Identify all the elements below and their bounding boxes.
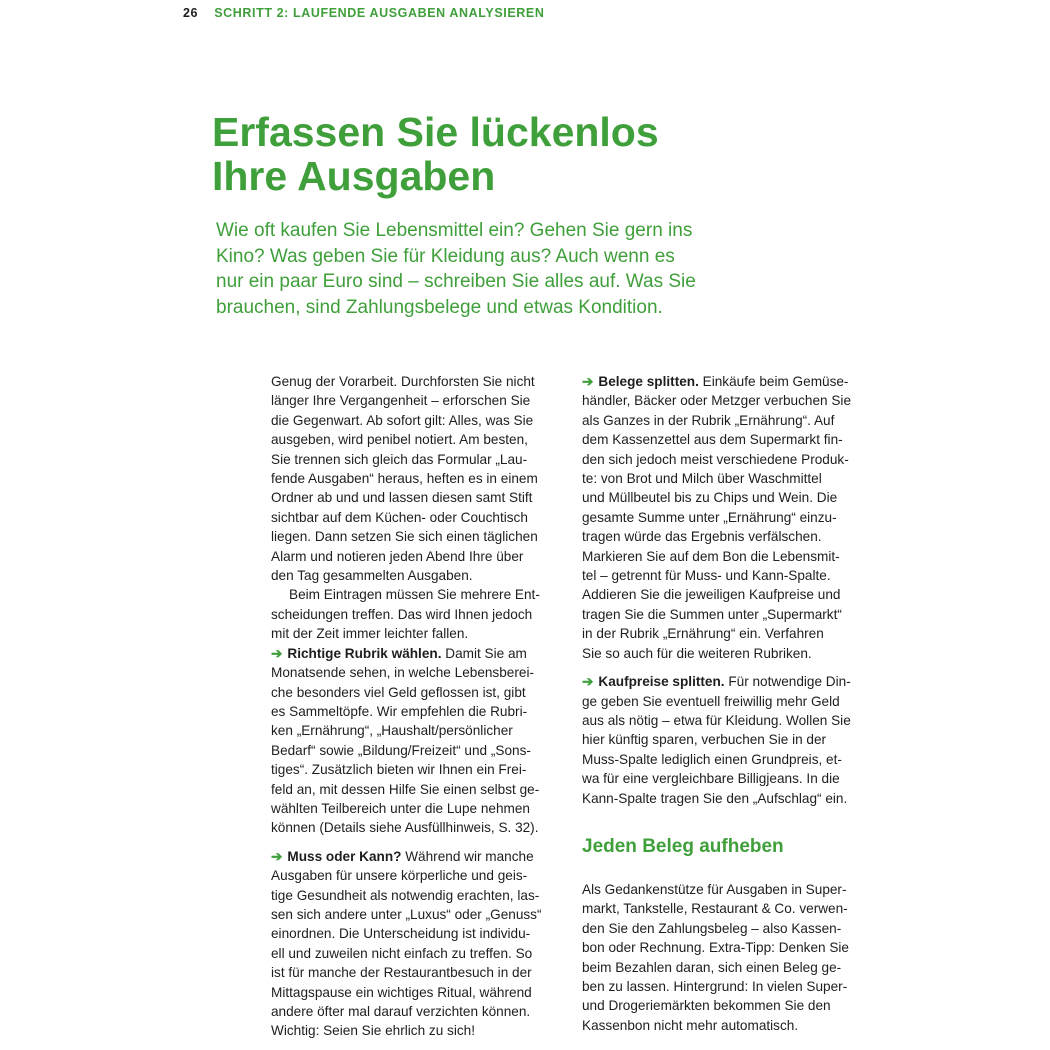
text-line: hier künftig sparen, verbuchen Sie in der: [582, 732, 827, 748]
text-line: feld an, mit dessen Hilfe Sie einen selbst ge-: [271, 781, 540, 797]
text-line: den sich jedoch meist verschiedene Produk-: [582, 451, 849, 467]
text-line: Addieren Sie die jeweiligen Kaufpreise und: [582, 587, 841, 603]
closing-paragraph: [582, 880, 882, 1035]
text-line: wählten Teilbereich unter die Lupe nehmen: [271, 800, 530, 816]
text-line: te: von Brot und Milch über Waschmittel: [582, 471, 822, 487]
text-line: Ordner ab und und lassen diesen samt Stift: [271, 490, 533, 506]
text-line: Monatsende sehen, in welche Lebensberei-: [271, 665, 534, 681]
text-line: händler, Bäcker oder Metzger verbuchen Sie: [582, 393, 852, 409]
text-line: dem Kassenzettel aus dem Supermarkt fin-: [582, 432, 843, 448]
text-line: Als Gedankenstütze für Ausgaben in Super-: [582, 881, 847, 897]
text-line: tiges“. Zusätzlich bieten wir Ihnen ein Frei-: [271, 762, 527, 778]
arrow-right-icon: ➔: [271, 645, 283, 661]
arrow-right-icon: ➔: [582, 674, 594, 690]
text-line: ge geben Sie eventuell freiwillig mehr Geld: [582, 693, 840, 709]
bullet-text: Damit Sie am: [445, 645, 527, 661]
bullet-first-line: [582, 672, 882, 691]
text-line: gesamte Summe unter „Ernährung“ einzu-: [582, 509, 837, 525]
arrow-right-icon: ➔: [582, 374, 594, 389]
text-line: liegen. Dann setzen Sie sich einen täglichen: [271, 529, 538, 545]
running-header: [183, 6, 544, 20]
text-line: und Müllbeutel bis zu Chips und Wein. Die: [582, 490, 838, 506]
text-line: mit der Zeit immer leichter fallen.: [271, 626, 469, 642]
lead-line: brauchen, sind Zahlungsbelege und etwas Kondition.: [216, 296, 663, 318]
text-line: Kann-Spalte tragen Sie den „Aufschlag“ ein.: [582, 790, 848, 806]
page-title: [212, 110, 659, 198]
text-line: sen sich andere unter „Luxus“ oder „Genuss“: [271, 906, 542, 922]
text-line: wa für eine vergleichbare Billigjeans. In die: [582, 771, 840, 787]
text-line: Kassenbon nicht mehr automatisch.: [582, 1017, 799, 1033]
text-line: Genug der Vorarbeit. Durchforsten Sie nicht: [271, 374, 535, 389]
bullet-heading: Richtige Rubrik wählen.: [287, 645, 442, 661]
lead-line: Wie oft kaufen Sie Lebensmittel ein? Gehen Sie gern ins: [216, 220, 693, 241]
text-line: länger Ihre Vergangenheit – erforschen Sie: [271, 393, 531, 409]
text-line: che besonders viel Geld geflossen ist, gibt: [271, 684, 526, 700]
bullet-kaufpreise-splitten: [582, 672, 882, 808]
text-line: in der Rubrik „Ernährung“ ein. Verfahren: [582, 626, 824, 642]
right-column: [582, 372, 882, 1035]
bullet-first-line: [582, 372, 882, 391]
text-line: können (Details siehe Ausfüllhinweis, S. 32).: [271, 820, 539, 836]
bullet-text: Während wir manche: [405, 848, 534, 864]
text-line: sichtbar auf dem Küchen- oder Couchtisch: [271, 509, 528, 525]
text-line: ist für manche der Restaurantbesuch in der: [271, 965, 532, 981]
title-line: Erfassen Sie lückenlos: [212, 109, 659, 155]
bullet-heading: Kaufpreise splitten.: [598, 674, 725, 690]
text-line: als Ganzes in der Rubrik „Ernährung“. Auf: [582, 412, 835, 428]
text-line: beim Bezahlen daran, sich einen Beleg ge-: [582, 959, 842, 975]
bullet-text: Für notwendige Din-: [728, 674, 851, 690]
text-line: den Sie den Zahlungsbeleg – also Kassen-: [582, 920, 842, 936]
bullet-heading: Belege splitten.: [598, 374, 699, 389]
text-line: es Sammeltöpfe. Wir empfehlen die Rubri-: [271, 703, 528, 719]
text-line: tel – getrennt für Muss- und Kann-Spalte.: [582, 568, 831, 584]
text-line: Beim Eintragen müssen Sie mehrere Ent-: [289, 587, 540, 603]
bullet-text: Einkäufe beim Gemüse-: [702, 374, 849, 389]
text-line: ken „Ernährung“, „Haushalt/persönlicher: [271, 723, 513, 739]
bullet-first-line: [271, 847, 566, 866]
text-line: Markieren Sie auf dem Bon die Lebensmit-: [582, 548, 840, 564]
left-column: [271, 372, 566, 1041]
spacer: [271, 838, 566, 847]
text-line: Bedarf“ sowie „Bildung/Freizeit“ und „Sons-: [271, 742, 531, 758]
bullet-belege-splitten: [582, 372, 882, 663]
text-line: und Drogeriemärkten bekommen Sie den: [582, 998, 831, 1014]
text-line: ell und zuweilen nicht einfach zu treffen. So: [271, 945, 533, 961]
arrow-right-icon: ➔: [271, 848, 283, 864]
bullet-muss-oder-kann: [271, 847, 566, 1041]
text-line: ausgeben, wird penibel notiert. Am besten,: [271, 432, 528, 448]
text-line: markt, Tankstelle, Restaurant & Co. verwen-: [582, 901, 848, 917]
lead-paragraph: [216, 218, 736, 320]
section-subheading: Jeden Beleg aufheben: [582, 835, 784, 857]
text-line: Sie so auch für die weiteren Rubriken.: [582, 645, 812, 661]
text-line: fende Ausgaben“ heraus, heften es in einem: [271, 471, 538, 487]
text-line: ben zu lassen. Hintergrund: In vielen Super-: [582, 978, 848, 994]
text-line: Wichtig: Seien Sie ehrlich zu sich!: [271, 1023, 475, 1039]
title-line: Ihre Ausgaben: [212, 153, 496, 199]
spacer: [582, 663, 882, 672]
second-paragraph: [271, 585, 566, 643]
text-line: tragen würde das Ergebnis verfälschen.: [582, 529, 822, 545]
bullet-heading: Muss oder Kann?: [287, 848, 402, 864]
spacer: [582, 808, 882, 835]
text-line: den Tag gesammelten Ausgaben.: [271, 568, 473, 584]
text-line: Muss-Spalte lediglich einen Grundpreis, et-: [582, 751, 842, 767]
text-line: Alarm und notieren jeden Abend Ihre über: [271, 548, 524, 564]
text-line: scheidungen treffen. Das wird Ihnen jedoch: [271, 606, 533, 622]
lead-line: nur ein paar Euro sind – schreiben Sie alles auf. Was Sie: [216, 271, 696, 292]
text-line: bon oder Rechnung. Extra-Tipp: Denken Sie: [582, 940, 849, 956]
text-line: die Gegenwart. Ab sofort gilt: Alles, was Sie: [271, 412, 534, 428]
chapter-title: SCHRITT 2: LAUFENDE AUSGABEN ANALYSIEREN: [214, 6, 545, 20]
page-number: 26: [183, 6, 199, 20]
text-line: Mittagspause ein wichtiges Ritual, während: [271, 984, 532, 1000]
lead-line: Kino? Was geben Sie für Kleidung aus? Auch wenn es: [216, 245, 675, 267]
spacer: [582, 859, 882, 880]
text-line: einordnen. Die Unterscheidung ist individu-: [271, 926, 531, 942]
text-line: andere öfter mal darauf verzichten können.: [271, 1004, 531, 1019]
text-line: tige Gesundheit als notwendig erachten, las-: [271, 887, 540, 903]
bullet-richtige-rubrik: [271, 644, 566, 838]
bullet-first-line: [271, 644, 566, 663]
text-line: tragen Sie die Summen unter „Supermarkt“: [582, 606, 842, 622]
intro-paragraph: [271, 372, 566, 585]
text-line: aus als nötig – etwa für Kleidung. Wollen Sie: [582, 712, 851, 728]
text-line: Sie trennen sich gleich das Formular „Lau-: [271, 451, 528, 467]
text-line: Ausgaben für unsere körperliche und geis-: [271, 868, 528, 884]
